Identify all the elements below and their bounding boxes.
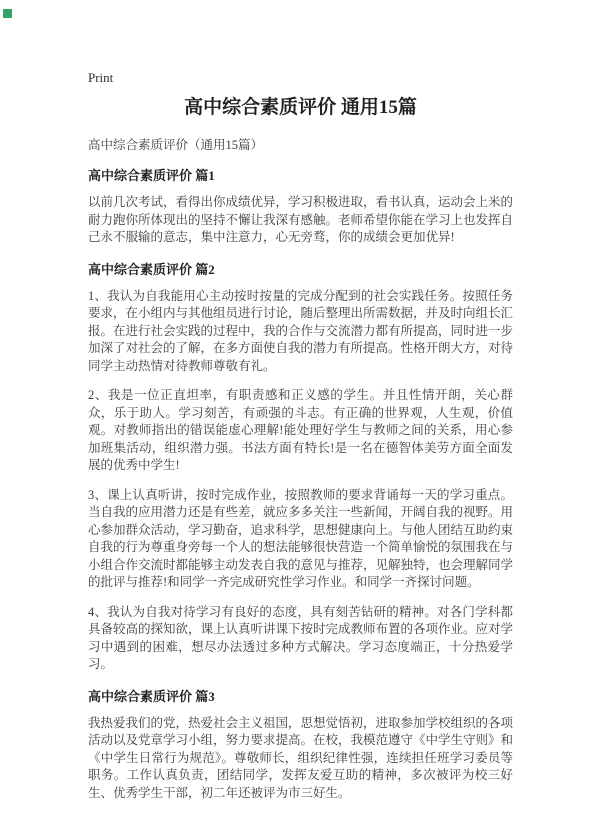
paragraph: 1、我认为自我能用心主动按时按量的完成分配到的社会实践任务。按照任务要求，在小组内与其他组员进行讨论，随后整理出所需数据，并及时向组长汇报。在进行社会实践的过程中，我的合作与交流潜力都有所提高，同时进一步加深了对社会的了解，在多方面使自我的潜力有所提高。性格开朗大方，对待同学主动热情对待教师尊敬有礼。 bbox=[88, 288, 514, 373]
section-heading-2: 高中综合素质评价 篇2 bbox=[88, 261, 215, 277]
section-2 bbox=[88, 262, 513, 674]
paragraph: 3、课上认真听讲，按时完成作业，按照教师的要求背诵每一天的学习重点。当自我的应用潜力还是有些差，就应多多关注一些新闻，开阔自我的视野。用心参加群众活动，学习勤奋，追求科学，思想健康向上。与他人团结互助约束自我的行为尊重身旁每一个人的想法能够很快营造一个简单愉悦的氛围我在与小组合作交流时都能够主动发表自我的意见与推荐，见解独特，也会理解同学的批评与推荐!和同学一齐完成研究性学习作业。和同学一齐探讨问题。 bbox=[88, 487, 514, 589]
corner-marker bbox=[3, 9, 12, 18]
section-heading-1: 高中综合素质评价 篇1 bbox=[88, 168, 215, 183]
section-1 bbox=[88, 168, 513, 247]
page-title: 高中综合素质评价 通用15篇 bbox=[184, 97, 417, 118]
document-content bbox=[88, 0, 513, 814]
paragraph: 4、我认为自我对待学习有良好的态度，具有刻苦钻研的精神。对各门学科都具备较高的探知欲，课上认真听讲课下按时完成教师布置的各项作业。应对学习中遇到的困难，想尽办法透过多种方式解决。学习态度端正，十分热爱学习。 bbox=[88, 604, 514, 671]
section-heading-3: 高中综合素质评价 篇3 bbox=[88, 688, 215, 704]
print-link[interactable]: Print bbox=[88, 70, 114, 85]
section-3 bbox=[88, 689, 513, 803]
document-subtitle: 高中综合素质评价（通用15篇） bbox=[88, 138, 264, 152]
paragraph: 2、我是一位正直坦率，有职责感和正义感的学生。并且性情开朗，关心群众，乐于助人。学习刻苦，有顽强的斗志。有正确的世界观，人生观，价值观。对教师指出的错误能虚心理解!能处理好学生与教师之间的关系，用心参加班集活动，组织潜力强。书法方面有特长!是一名在德智体美劳方面全面发展的优秀中学生! bbox=[88, 388, 513, 472]
paragraph: 以前几次考试，看得出你成绩优异，学习积极进取，看书认真，运动会上米的耐力跑你所体现出的坚持不懈让我深有感触。老师希望你能在学习上也发挥自己永不服输的意志，集中注意力，心无旁骛，你的成绩会更加优异! bbox=[88, 195, 514, 244]
paragraph: 我热爱我们的党，热爱社会主义祖国，思想觉悟初，进取参加学校组织的各项活动以及党章学习小组，努力要求提高。在校，我模范遵守《中学生守则》和《中学生日常行为规范》。尊敬师长，组织纪律性强，连续担任班学习委员等职务。工作认真负责，团结同学，发挥友爱互助的精神，多次被评为校三好生、优秀学生干部，初二年还被评为市三好生。 bbox=[88, 715, 514, 800]
